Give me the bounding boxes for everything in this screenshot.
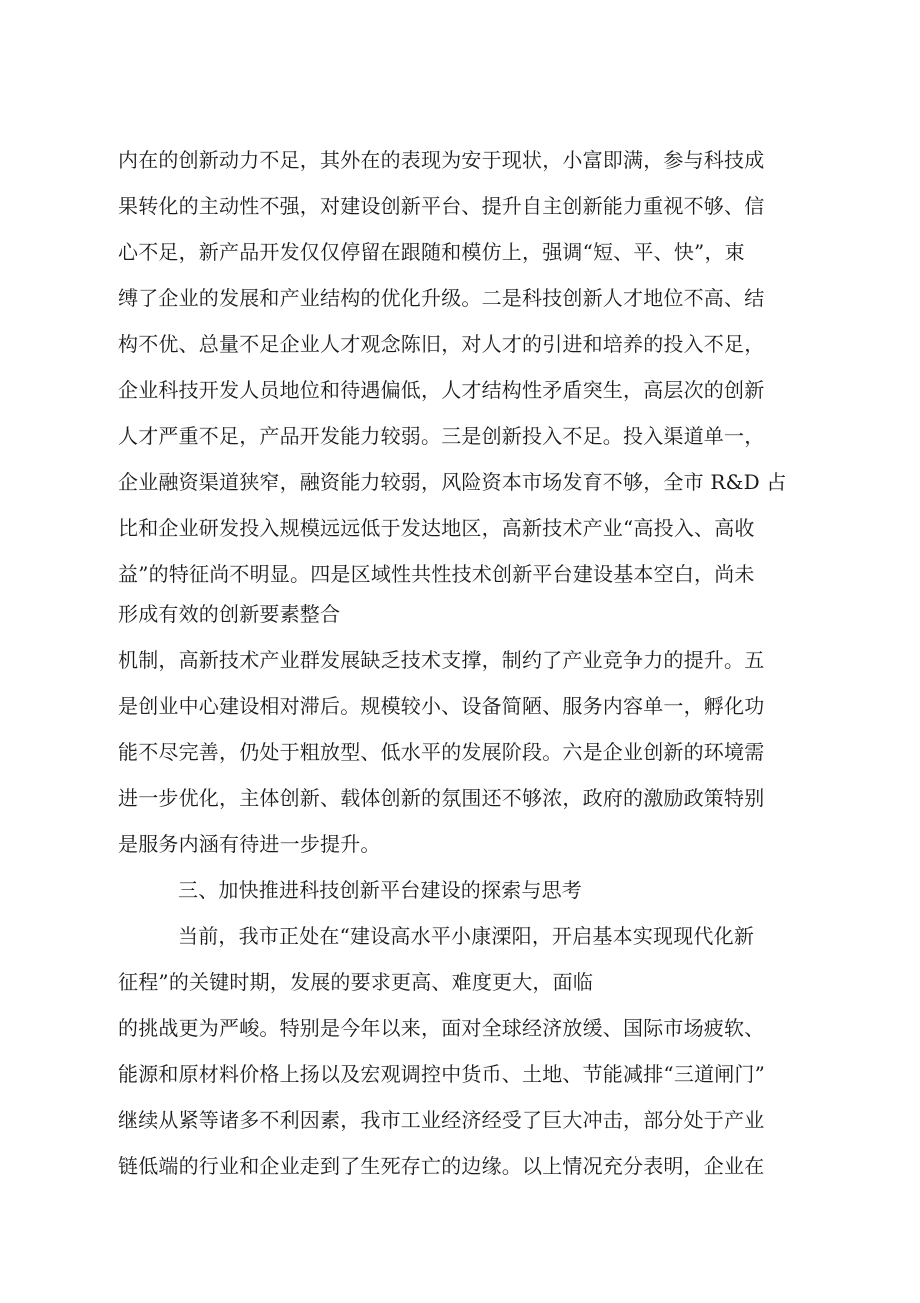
body-text-line: 进一步优化，主体创新、载体创新的氛围还不够浓，政府的激励政策特别: [118, 786, 765, 810]
body-text-line: 继续从紧等诸多不利因素，我市工业经济经受了巨大冲击，部分处于产业: [118, 1108, 765, 1132]
body-text-line: 益”的特征尚不明显。四是区域性共性技术创新平台建设基本空白，尚未: [118, 562, 755, 586]
section-heading: 三、加快推进科技创新平台建设的探索与思考: [178, 878, 582, 902]
body-text-line: 心不足，新产品开发仅仅停留在跟随和模仿上，强调“短、平、快”，束: [118, 240, 745, 264]
body-text-line: 人才严重不足，产品开发能力较弱。三是创新投入不足。投入渠道单一，: [118, 424, 765, 448]
body-text-line: 能源和原材料价格上扬以及宏观调控中货币、土地、节能减排“三道闸门”: [118, 1062, 766, 1086]
body-text-line: 的挑战更为严峻。特别是今年以来，面对全球经济放缓、国际市场疲软、: [118, 1016, 765, 1040]
body-text-line: 形成有效的创新要素整合: [118, 602, 341, 626]
body-text-line: 机制，高新技术产业群发展缺乏技术支撑，制约了产业竞争力的提升。五: [118, 648, 765, 672]
body-text-line: 征程”的关键时期，发展的要求更高、难度更大，面临: [118, 970, 594, 994]
body-text-line: 缚了企业的发展和产业结构的优化升级。二是科技创新人才地位不高、结: [118, 286, 765, 310]
body-text-line: 企业科技开发人员地位和待遇偏低，人才结构性矛盾突生，高层次的创新: [118, 378, 765, 402]
body-text-line: 构不优、总量不足企业人才观念陈旧，对人才的引进和培养的投入不足，: [118, 332, 765, 356]
body-text-line: 当前，我市正处在“建设高水平小康溧阳，开启基本实现现代化新: [178, 924, 755, 948]
body-text-line: 是服务内涵有待进一步提升。: [118, 832, 381, 856]
body-text-line: 企业融资渠道狭窄，融资能力较弱，风险资本市场发育不够，全市 R&D 占: [118, 470, 787, 494]
body-text-line: 是创业中心建设相对滞后。规模较小、设备简陋、服务内容单一，孵化功: [118, 694, 765, 718]
body-text-line: 果转化的主动性不强，对建设创新平台、提升自主创新能力重视不够、信: [118, 194, 765, 218]
body-text-line: 内在的创新动力不足，其外在的表现为安于现状，小富即满，参与科技成: [118, 148, 765, 172]
body-text-line: 链低端的行业和企业走到了生死存亡的边缘。以上情况充分表明，企业在: [118, 1154, 765, 1178]
body-text-line: 能不尽完善，仍处于粗放型、低水平的发展阶段。六是企业创新的环境需: [118, 740, 765, 764]
body-text-line: 比和企业研发投入规模远远低于发达地区，高新技术产业“高投入、高收: [118, 516, 755, 540]
